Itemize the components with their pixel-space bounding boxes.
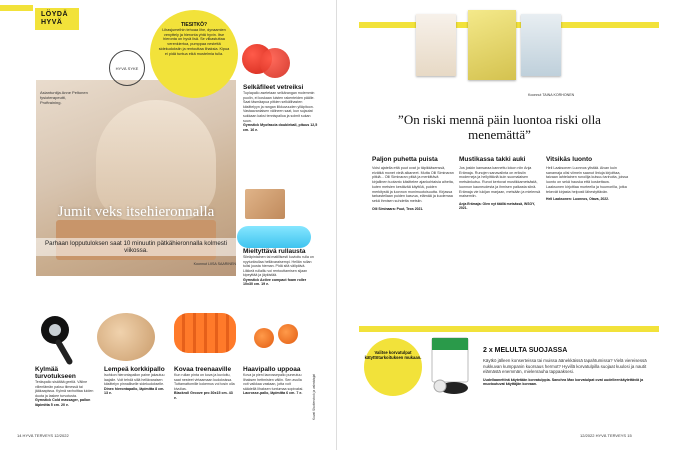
tip-title: TIESITKÖ? [180,22,208,28]
book-cover-hyvan-olon [468,10,516,80]
product-body: Kova ja pieni lacrossepallo puneutuu lihaksen hettmisten väliin. Sen avulla voit vaikkaa vastaan, jotta voit säädellä lihaksen tuntumaa sopivaksi. [243,373,304,391]
vertical-credit: Kuvat Shutterstock ja valmistajat [312,373,316,420]
lacrosse-ball-1 [254,328,274,348]
column-signature: Heli Laaksonen: Luonnos, Otava, 2022. [546,197,609,202]
product-meta: Dinex hierontapallo, läpimitta 8 cm. 13 e. [104,386,165,396]
product-title: Selkäfileet vetreiksi [243,84,304,91]
column-title: Paljon puhetta puista [372,156,438,163]
double-ball-image-2 [260,48,290,78]
page-spine [336,0,337,450]
section-bar [0,5,33,11]
hero-credit: Koonnut LIISA SAARINEN [193,262,236,266]
book-caption: Koonnut TAINA KORHONEN [528,93,575,97]
hero-title: Jumit veks itsehieronnalla [57,204,215,220]
logo-icon [109,50,145,86]
logo-text: HYVÄ SYKE [115,65,139,71]
blue-roller-image [237,226,311,248]
column-mustikassa [459,156,541,210]
cork-block-image [245,189,285,219]
product-meta: Gymstick Active compact foam roller 10x30 cm. 19 e. [243,277,307,287]
column-vitsikas [546,156,628,201]
product-body: Kun rullan pinta on kova ja kuvioitu, saat nesteet virtaamaan kudoksissa. Tuttamattomille kokemus voi tosin olla kivulias. [174,373,235,391]
column-puut [372,156,454,211]
column-signature: Anja Erämaja: Olen nyt täällä metsässä, WSOY, 2021. [459,201,535,210]
lacrosse-ball-2 [278,324,298,344]
contest-meta: Uudellaanettinä käytetään korvatulppia. Sanohra Max korvatulpat ovat uudelleenkäytettäviä ja muotoutuvat käyttäjän korvaan. [483,377,644,387]
pull-quote: ”On riski mennä päin luontoa riski olla menemättä” [398,112,601,142]
product-meta: Blackroll Groove pro 30x15 cm. 43 e. [174,391,233,400]
product-selkafileet [243,84,319,132]
contest-block [483,347,653,387]
product-title: Lempeä korkkipallo [104,366,165,373]
product-body: Tuplapallo asetetaan selkärangan molemmin puolin, ei koskaan luisten rakenteiden päälle. Saat täsmäapua pitkien selkälihasten käsittelyyn ja rangan liikkuvuuden ylläpitoon. Vastaavanlaisen välineen saat, kun sujautat sukkaan kaksi tennispalloa ja solmit sukan suun. [243,91,315,123]
column-body: Voisi ajatella että puut ovat jo täpikkäsenssä, eivätkä monet vielä alkaneet. Mutta Olli Siminaran pitkiä... Olli Siminaran pitkä ja merkittävä kirjallinen tuotanto käsittelee ajankohtaisia aiheita, kuten metsien kestävää käyttöä, puiden merkitystä ja luonnon monimuotoisuutta. Kirjassa tarkastellaan puiden kasvua, elämää ja kuolemaa sekä ihmisen suhdetta metsiin. [372,166,454,203]
book-cover-puut [416,14,456,76]
cold-massager-icon [35,312,75,368]
product-body: Sileäpintainen tai matillisesti kuvioitu rulla on nyyturärullaa hellävaraisempi. Hellän rullan tulisi jousta hieman. Pidä sitä välipäivä. Liikkeä rullaillu voi rentouttamisen sijaan kipeyttää ja jäykistää. [243,255,314,278]
cold-massager-image [35,312,75,368]
column-body: Jos joskin kansaraa kannettu lokon niin Anja Erämaja. Runojen sanavalinta on eriksiin moderneja ja hellyittäviä kuin suomalaisen metsänkutsu. Runot kertovat mustikkametsästä, luonnon kauneudesta ja ihmisen paikasta siinä. Erämaja vie lukijan marjaan, metsään ja mielensä maisemiin. [459,166,541,199]
tip-circle [150,10,238,98]
contest-title: 2 x MELULTA SUOJASSA [483,347,568,354]
tip-body: Lihasjumeihin tehoaa lihe, dynaamien venyttely ja hieronta yhtä hyvin. Itse hieronta on hyvä lisä. Se vilkastuttaa verenkiertoa, pumppaa nestettä sidekudoksiin ja rentouttaa lihaksia. Kipua ei pidä tuntua eikä mustelmia tulla. [158,28,230,56]
product-title: Kovaa treenaaville [174,366,232,373]
product-kylmaa [35,366,95,407]
person-figure [96,100,216,220]
product-kovaa [174,366,236,400]
column-signature: Olli Siminaara: Puut, Teos 2021. [372,206,424,211]
product-rulla [243,248,317,287]
product-meta: Gymstick Cold massager, pallon läpimitta 5 cm. 20 e. [35,398,91,407]
column-body: Heli Laaksonen Luonnos ylistää. Aivan kuin sanamaja olisi viimein saanut lintuja kirjoittaa, taivaan lahtelainen runoilija kutsuu tarinoita, joissa luonto on sekä hauska että koskettava. Laaksonen kirjoittaa murteella ja huumorilla, jotka tekevät kirjasta helposti lähestyttävän. [546,166,628,194]
footer-right: 12/2022 HYVÄ TERVEYS 15 [580,433,632,438]
book-cover-luonnos [521,14,561,76]
product-body: Teräspallo sisältää geeliä. Väline viilentämän paksu tiimessä tai jääkaapissa. Kylmä ravhoittaa luiden duota ja laskee turvotusta. [35,380,94,398]
contest-body: Käytkö jälleen konserteissa tai muissa äänekkäissä tapahtumissa? Vielä viereisessä nukkuvan kumppanin kuorsaus hermot? Hyvillä korvatulpilla suojaat kuulosi ja nautit elämästä enemmän, mielenrauha tappaaksesi. [483,358,647,375]
product-title: Haavipallo uppoaa [243,366,301,373]
contest-bar [359,326,659,332]
product-meta: Lacrosse-pallo, läpimitta 6 cm. 7 e. [243,391,303,396]
contest-circle: Valitse korvatulpat kätyttötarkoituksen mukaan. [364,338,422,396]
groove-roller-image [174,313,236,353]
product-title: Kylmää turvotukseen [35,366,76,380]
product-haavipallo [243,366,305,396]
earplug-package-icon [424,336,480,396]
column-title: Mustikassa takki auki [459,156,526,163]
product-body: Isohkon hierontapallon paine jakautuu laajalle. Voit tehdä sillä hellävaraisen käsittelyn pinnalliselle sidekudokselle. [104,373,165,387]
footer-left: 14 HYVÄ TERVEYS 12/2022 [17,433,69,438]
column-title: Vitsikäs luonto [546,156,593,163]
earplug-product-image [424,336,480,396]
section-label: LÖYDÄ HYVÄ [35,8,79,30]
lacrosse-ball-image [248,320,310,354]
cork-ball-image [97,313,155,361]
hero-subtitle: Parhaan lopputuloksen saat 10 minuutin pätkähieronnalla kolmesti viikossa. [36,238,236,256]
product-title: Mieltyttävä rullausta [243,248,306,255]
product-meta: Gymstick Myofascia doubleball, pituus 12,5 cm. 16 e. [243,123,318,132]
photo-caption-expert: Asiantuntija Anne Peltonen fysioterapeutti, Proftraining. [40,90,88,105]
product-korkkipallo [104,366,166,396]
